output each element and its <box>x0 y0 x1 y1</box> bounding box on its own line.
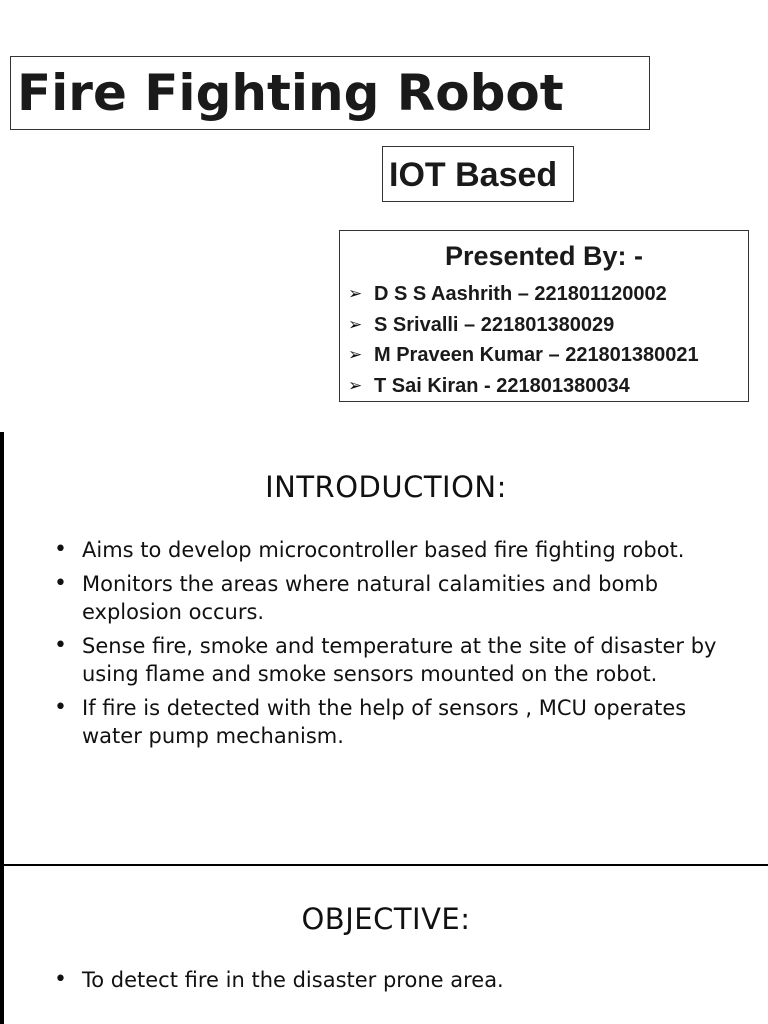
arrow-icon: ➢ <box>348 345 363 366</box>
bullet-text: To detect fire in the disaster prone area. <box>82 968 504 992</box>
subtitle: IOT Based <box>389 156 558 194</box>
introduction-bullet-list <box>48 536 738 756</box>
list-item <box>48 570 738 626</box>
list-item <box>48 632 738 688</box>
bullet-dot-icon: • <box>54 571 67 596</box>
bullet-dot-icon: • <box>54 537 67 562</box>
introduction-heading: INTRODUCTION: <box>265 470 507 504</box>
presenter-name: T Sai Kiran - 221801380034 <box>374 374 630 397</box>
arrow-icon: ➢ <box>348 375 363 396</box>
introduction-slide <box>0 432 768 866</box>
list-item <box>48 966 738 994</box>
bullet-dot-icon: • <box>54 633 67 658</box>
bullet-text: Sense fire, smoke and temperature at the site of disaster by using flame and smoke sensors mounted on the robot. <box>82 634 717 686</box>
presenter-item <box>348 310 699 341</box>
bullet-dot-icon: • <box>54 695 67 720</box>
objective-heading: OBJECTIVE: <box>301 902 471 936</box>
title-box <box>10 56 650 130</box>
arrow-icon: ➢ <box>348 284 363 305</box>
presenter-name: M Praveen Kumar – 221801380021 <box>374 344 699 367</box>
list-item <box>48 536 738 564</box>
bullet-text: If fire is detected with the help of sensors , MCU operates water pump mechanism. <box>82 696 687 748</box>
objective-bullet-list <box>48 966 738 1000</box>
presenter-item <box>348 371 699 402</box>
bullet-dot-icon: • <box>54 967 67 992</box>
presenters-box <box>339 230 749 402</box>
presenters-heading: Presented By: - <box>444 241 644 271</box>
presenter-name: S Srivalli – 221801380029 <box>374 313 615 336</box>
presenter-item <box>348 340 699 371</box>
list-item <box>48 694 738 750</box>
bullet-text: Monitors the areas where natural calamities and bomb explosion occurs. <box>82 572 659 624</box>
presenter-item <box>348 279 699 310</box>
presenter-name: D S S Aashrith – 221801120002 <box>374 283 667 306</box>
bullet-text: Aims to develop microcontroller based fire fighting robot. <box>82 538 685 562</box>
page-title: Fire Fighting Robot <box>17 64 564 122</box>
subtitle-box <box>382 146 574 202</box>
presenters-list <box>348 279 699 401</box>
arrow-icon: ➢ <box>348 314 363 335</box>
objective-slide <box>0 866 768 1024</box>
